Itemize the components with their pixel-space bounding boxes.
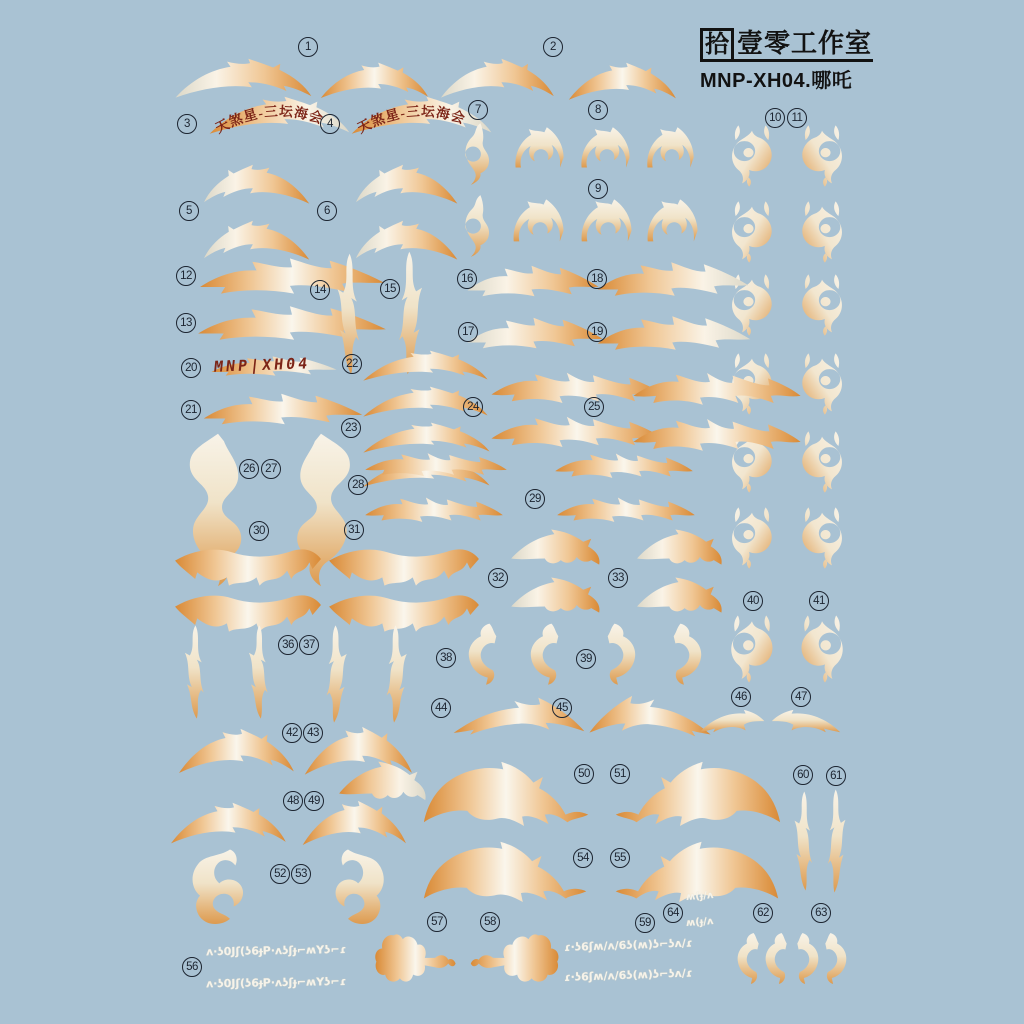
number-badge-16: 16 bbox=[457, 269, 477, 289]
number-badge-52: 52 bbox=[270, 864, 290, 884]
number-badge-12: 12 bbox=[176, 266, 196, 286]
number-badge-56: 56 bbox=[182, 957, 202, 977]
number-badge-9: 9 bbox=[588, 179, 608, 199]
number-badge-4: 4 bbox=[320, 114, 340, 134]
banner-text: 天煞星-三坛海会 bbox=[354, 103, 468, 136]
number-badge-44: 44 bbox=[431, 698, 451, 718]
number-badge-53: 53 bbox=[291, 864, 311, 884]
number-badge-31: 31 bbox=[344, 520, 364, 540]
number-badge-8: 8 bbox=[588, 100, 608, 120]
number-badge-2: 2 bbox=[543, 37, 563, 57]
number-badge-29: 29 bbox=[525, 489, 545, 509]
number-badge-6: 6 bbox=[317, 201, 337, 221]
number-badge-41: 41 bbox=[809, 591, 829, 611]
number-badge-33: 33 bbox=[608, 568, 628, 588]
number-badge-30: 30 bbox=[249, 521, 269, 541]
number-badge-1: 1 bbox=[298, 37, 318, 57]
number-badge-43: 43 bbox=[303, 723, 323, 743]
number-badge-17: 17 bbox=[458, 322, 478, 342]
number-badge-19: 19 bbox=[587, 322, 607, 342]
number-badge-20: 20 bbox=[181, 358, 201, 378]
script-decal: ɾ·ʖ6ʃʍ/ʌ/6ʖ(ʍ)ʖ⌐ʖʌ/ɾ bbox=[563, 936, 693, 955]
number-badge-38: 38 bbox=[436, 648, 456, 668]
number-badge-11: 11 bbox=[787, 108, 807, 128]
number-badge-51: 51 bbox=[610, 764, 630, 784]
number-badge-48: 48 bbox=[283, 791, 303, 811]
number-badge-18: 18 bbox=[587, 269, 607, 289]
number-badge-22: 22 bbox=[342, 354, 362, 374]
number-badge-46: 46 bbox=[731, 687, 751, 707]
number-badge-10: 10 bbox=[765, 108, 785, 128]
script-decal: ʌ·ʖ0Jʃ(ʖ6ɟP·ʌʖʃɟ⌐ʍYʖ⌐ɾ bbox=[205, 942, 347, 959]
brand-block bbox=[700, 28, 880, 93]
product-code: MNP-XH04.哪吒 bbox=[700, 70, 853, 92]
number-badge-21: 21 bbox=[181, 400, 201, 420]
number-badge-14: 14 bbox=[310, 280, 330, 300]
number-badge-26: 26 bbox=[239, 459, 259, 479]
script-decal: ʌ·ʖ0Jʃ(ʖ6ɟP·ʌʖʃɟ⌐ʍYʖ⌐ɾ bbox=[205, 974, 347, 991]
logo-seal-box: 拾 bbox=[700, 28, 734, 62]
number-badge-3: 3 bbox=[177, 114, 197, 134]
number-badge-39: 39 bbox=[576, 649, 596, 669]
number-badge-60: 60 bbox=[793, 765, 813, 785]
number-badge-50: 50 bbox=[574, 764, 594, 784]
code-text-decal: MNP|XH04 bbox=[213, 354, 312, 376]
number-badge-64: 64 bbox=[663, 903, 683, 923]
number-badge-25: 25 bbox=[584, 397, 604, 417]
number-badge-32: 32 bbox=[488, 568, 508, 588]
studio-logo bbox=[700, 28, 880, 62]
number-badge-62: 62 bbox=[753, 903, 773, 923]
number-badge-13: 13 bbox=[176, 313, 196, 333]
script-decal: ʍ(ɟ/ʌ bbox=[685, 890, 714, 903]
number-badge-54: 54 bbox=[573, 848, 593, 868]
number-badge-58: 58 bbox=[480, 912, 500, 932]
banner-text: 天煞星-三坛海会 bbox=[212, 103, 326, 136]
number-badge-57: 57 bbox=[427, 912, 447, 932]
studio-name: 壹零工作室 bbox=[734, 29, 873, 62]
number-badge-42: 42 bbox=[282, 723, 302, 743]
number-badge-45: 45 bbox=[552, 698, 572, 718]
number-badge-23: 23 bbox=[341, 418, 361, 438]
number-badge-27: 27 bbox=[261, 459, 281, 479]
script-decal: ɾ·ʖ6ʃʍ/ʌ/6ʖ(ʍ)ʖ⌐ʖʌ/ɾ bbox=[563, 966, 693, 985]
number-badge-49: 49 bbox=[304, 791, 324, 811]
number-badge-63: 63 bbox=[811, 903, 831, 923]
number-badge-40: 40 bbox=[743, 591, 763, 611]
number-badge-7: 7 bbox=[468, 100, 488, 120]
number-badge-61: 61 bbox=[826, 766, 846, 786]
script-decal: ʍ(ɟ/ʌ bbox=[685, 916, 714, 929]
number-badge-37: 37 bbox=[299, 635, 319, 655]
number-badge-59: 59 bbox=[635, 913, 655, 933]
number-badge-5: 5 bbox=[179, 201, 199, 221]
number-badge-24: 24 bbox=[463, 397, 483, 417]
number-badge-55: 55 bbox=[610, 848, 630, 868]
number-badge-47: 47 bbox=[791, 687, 811, 707]
number-badge-15: 15 bbox=[380, 279, 400, 299]
number-badge-28: 28 bbox=[348, 475, 368, 495]
number-badge-36: 36 bbox=[278, 635, 298, 655]
